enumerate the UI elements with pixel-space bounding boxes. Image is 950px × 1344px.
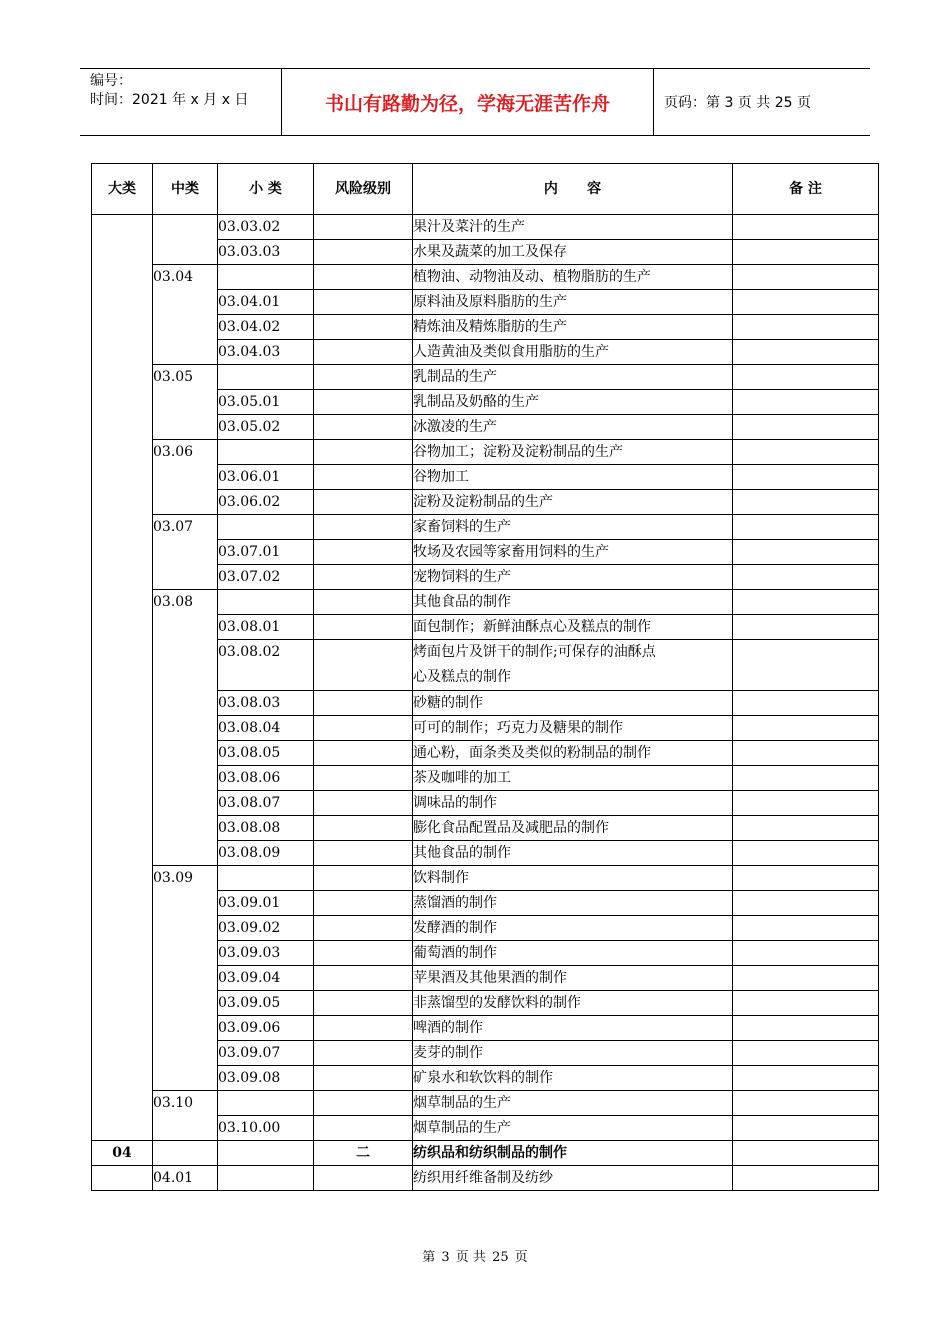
cell-remarks xyxy=(733,716,879,741)
cell-risk xyxy=(314,716,413,741)
cell-remarks xyxy=(733,891,879,916)
cell-content: 果汁及菜汁的生产 xyxy=(413,215,733,240)
cell-content: 水果及蔬菜的加工及保存 xyxy=(413,240,733,265)
cell-content: 通心粉，面条类及类似的粉制品的制作 xyxy=(413,741,733,766)
cell-content: 砂糖的制作 xyxy=(413,691,733,716)
cell-content: 冰激凌的生产 xyxy=(413,415,733,440)
cell-content: 面包制作；新鲜油酥点心及糕点的制作 xyxy=(413,615,733,640)
cell-risk xyxy=(314,891,413,916)
cell-minor: 03.09.05 xyxy=(218,991,314,1016)
cell-risk xyxy=(314,766,413,791)
header-page-info: 页码：第 3 页 共 25 页 xyxy=(664,95,811,111)
cell-risk xyxy=(314,1166,413,1191)
cell-risk xyxy=(314,866,413,891)
table-row xyxy=(92,265,879,290)
cell-risk xyxy=(314,540,413,565)
cell-minor xyxy=(218,265,314,290)
cell-content: 可可的制作；巧克力及糖果的制作 xyxy=(413,716,733,741)
col-header-major: 大类 xyxy=(92,164,153,215)
cell-middle: 03.06 xyxy=(153,440,218,515)
cell-minor xyxy=(218,1166,314,1191)
cell-minor: 03.08.02 xyxy=(218,640,314,691)
cell-remarks xyxy=(733,215,879,240)
cell-risk xyxy=(314,415,413,440)
cell-remarks xyxy=(733,340,879,365)
cell-content: 乳制品及奶酪的生产 xyxy=(413,390,733,415)
cell-content: 麦芽的制作 xyxy=(413,1041,733,1066)
cell-minor: 03.03.02 xyxy=(218,215,314,240)
col-header-minor: 小 类 xyxy=(218,164,314,215)
cell-risk xyxy=(314,215,413,240)
cell-remarks xyxy=(733,741,879,766)
cell-remarks xyxy=(733,866,879,891)
footer-mid: 页 共 xyxy=(455,1250,486,1265)
cell-risk xyxy=(314,240,413,265)
footer-page: 3 xyxy=(441,1250,450,1265)
cell-minor xyxy=(218,515,314,540)
cell-minor: 03.08.06 xyxy=(218,766,314,791)
cell-remarks xyxy=(733,240,879,265)
cell-remarks xyxy=(733,490,879,515)
cell-risk xyxy=(314,515,413,540)
cell-middle: 03.04 xyxy=(153,265,218,365)
cell-content xyxy=(413,640,733,691)
cell-remarks xyxy=(733,766,879,791)
cell-content: 宠物饲料的生产 xyxy=(413,565,733,590)
cell-minor: 03.09.04 xyxy=(218,966,314,991)
cell-risk xyxy=(314,1041,413,1066)
cell-remarks xyxy=(733,1066,879,1091)
cell-remarks xyxy=(733,365,879,390)
cell-remarks xyxy=(733,1016,879,1041)
cell-remarks xyxy=(733,390,879,415)
table-row xyxy=(92,365,879,390)
cell-risk: 二 xyxy=(314,1141,413,1166)
cell-content: 纺织用纤维备制及纺纱 xyxy=(413,1166,733,1191)
cell-middle: 03.05 xyxy=(153,365,218,440)
cell-minor: 03.10.00 xyxy=(218,1116,314,1141)
cell-risk xyxy=(314,941,413,966)
cell-remarks xyxy=(733,941,879,966)
cell-minor: 03.08.03 xyxy=(218,691,314,716)
cell-content-line: 心及糕点的制作 xyxy=(413,669,511,685)
cell-remarks xyxy=(733,916,879,941)
cell-minor: 03.08.09 xyxy=(218,841,314,866)
cell-risk xyxy=(314,816,413,841)
cell-risk xyxy=(314,440,413,465)
cell-content: 啤酒的制作 xyxy=(413,1016,733,1041)
cell-remarks xyxy=(733,440,879,465)
page-footer xyxy=(0,1246,950,1265)
cell-risk xyxy=(314,741,413,766)
cell-remarks xyxy=(733,590,879,615)
footer-suffix: 页 xyxy=(514,1250,528,1265)
cell-content-line: 烤面包片及饼干的制作;可保存的油酥点 xyxy=(413,644,656,660)
cell-risk xyxy=(314,340,413,365)
cell-minor: 03.08.07 xyxy=(218,791,314,816)
cell-minor: 03.06.02 xyxy=(218,490,314,515)
table-row xyxy=(92,515,879,540)
cell-remarks xyxy=(733,1141,879,1166)
cell-content: 蒸馏酒的制作 xyxy=(413,891,733,916)
cell-major xyxy=(92,215,153,1141)
cell-risk xyxy=(314,465,413,490)
cell-risk xyxy=(314,791,413,816)
cell-risk xyxy=(314,1091,413,1116)
date-line: 时间：2021 年 x 月 x 日 xyxy=(90,92,249,108)
table-row xyxy=(92,1141,879,1166)
cell-remarks xyxy=(733,290,879,315)
cell-minor: 03.06.01 xyxy=(218,465,314,490)
cell-content: 其他食品的制作 xyxy=(413,590,733,615)
cell-minor: 03.07.02 xyxy=(218,565,314,590)
cell-risk xyxy=(314,1066,413,1091)
cell-minor: 03.04.03 xyxy=(218,340,314,365)
cell-remarks xyxy=(733,841,879,866)
cell-content: 膨化食品配置品及减肥品的制作 xyxy=(413,816,733,841)
serial-label: 编号： xyxy=(90,73,132,89)
cell-risk xyxy=(314,916,413,941)
cell-content: 调味品的制作 xyxy=(413,791,733,816)
cell-remarks xyxy=(733,816,879,841)
table-row xyxy=(92,1166,879,1191)
cell-risk xyxy=(314,991,413,1016)
cell-minor: 03.04.02 xyxy=(218,315,314,340)
cell-minor: 03.09.02 xyxy=(218,916,314,941)
col-header-remarks: 备 注 xyxy=(733,164,879,215)
cell-minor: 03.07.01 xyxy=(218,540,314,565)
cell-remarks xyxy=(733,565,879,590)
cell-content: 烟草制品的生产 xyxy=(413,1091,733,1116)
cell-minor: 03.08.01 xyxy=(218,615,314,640)
cell-remarks xyxy=(733,1041,879,1066)
cell-risk xyxy=(314,640,413,691)
cell-risk xyxy=(314,565,413,590)
table-row xyxy=(92,215,879,240)
cell-middle xyxy=(153,215,218,265)
cell-content: 植物油、动物油及动、植物脂肪的生产 xyxy=(413,265,733,290)
cell-content: 饮料制作 xyxy=(413,866,733,891)
cell-minor: 03.09.01 xyxy=(218,891,314,916)
cell-minor: 03.09.03 xyxy=(218,941,314,966)
cell-risk xyxy=(314,390,413,415)
table-row xyxy=(92,866,879,891)
cell-content: 矿泉水和软饮料的制作 xyxy=(413,1066,733,1091)
cell-content: 葡萄酒的制作 xyxy=(413,941,733,966)
cell-remarks xyxy=(733,966,879,991)
cell-content: 乳制品的生产 xyxy=(413,365,733,390)
cell-middle: 03.10 xyxy=(153,1091,218,1141)
cell-content: 烟草制品的生产 xyxy=(413,1116,733,1141)
cell-major: 04 xyxy=(92,1141,153,1166)
cell-content: 纺织品和纺织制品的制作 xyxy=(413,1141,733,1166)
table-row xyxy=(92,440,879,465)
cell-minor xyxy=(218,365,314,390)
table-row xyxy=(92,590,879,615)
cell-risk xyxy=(314,615,413,640)
cell-minor: 03.09.06 xyxy=(218,1016,314,1041)
cell-content: 其他食品的制作 xyxy=(413,841,733,866)
cell-content: 原料油及原料脂肪的生产 xyxy=(413,290,733,315)
cell-remarks xyxy=(733,540,879,565)
cell-remarks xyxy=(733,691,879,716)
cell-minor xyxy=(218,1141,314,1166)
page-header xyxy=(80,68,870,136)
cell-content: 谷物加工；淀粉及淀粉制品的生产 xyxy=(413,440,733,465)
cell-risk xyxy=(314,490,413,515)
cell-risk xyxy=(314,691,413,716)
cell-remarks xyxy=(733,415,879,440)
cell-content: 牧场及农园等家畜用饲料的生产 xyxy=(413,540,733,565)
cell-risk xyxy=(314,365,413,390)
header-meta xyxy=(80,69,282,135)
col-header-middle: 中类 xyxy=(153,164,218,215)
cell-remarks xyxy=(733,640,879,691)
cell-content: 非蒸馏型的发酵饮料的制作 xyxy=(413,991,733,1016)
cell-minor: 03.04.01 xyxy=(218,290,314,315)
cell-remarks xyxy=(733,315,879,340)
table-row xyxy=(92,1091,879,1116)
cell-risk xyxy=(314,315,413,340)
cell-risk xyxy=(314,590,413,615)
cell-remarks xyxy=(733,791,879,816)
cell-remarks xyxy=(733,991,879,1016)
col-header-risk: 风险级别 xyxy=(314,164,413,215)
cell-content: 淀粉及淀粉制品的生产 xyxy=(413,490,733,515)
cell-minor xyxy=(218,1091,314,1116)
cell-middle: 03.08 xyxy=(153,590,218,866)
cell-remarks xyxy=(733,465,879,490)
cell-middle: 04.01 xyxy=(153,1166,218,1191)
header-motto: 书山有路勤为径，学海无涯苦作舟 xyxy=(282,69,654,135)
cell-remarks xyxy=(733,515,879,540)
cell-risk xyxy=(314,1016,413,1041)
cell-content: 发酵酒的制作 xyxy=(413,916,733,941)
cell-minor: 03.03.03 xyxy=(218,240,314,265)
cell-remarks xyxy=(733,615,879,640)
cell-minor xyxy=(218,440,314,465)
table-header-row xyxy=(92,164,879,215)
cell-content: 精炼油及精炼脂肪的生产 xyxy=(413,315,733,340)
cell-risk xyxy=(314,966,413,991)
cell-middle: 03.07 xyxy=(153,515,218,590)
cell-remarks xyxy=(733,1116,879,1141)
footer-prefix: 第 xyxy=(422,1250,436,1265)
cell-minor xyxy=(218,866,314,891)
cell-content: 人造黄油及类似食用脂肪的生产 xyxy=(413,340,733,365)
col-header-content: 内 容 xyxy=(413,164,733,215)
cell-minor: 03.09.08 xyxy=(218,1066,314,1091)
table-body xyxy=(92,215,879,1191)
cell-content: 家畜饲料的生产 xyxy=(413,515,733,540)
cell-remarks xyxy=(733,265,879,290)
cell-risk xyxy=(314,290,413,315)
cell-content: 谷物加工 xyxy=(413,465,733,490)
cell-remarks xyxy=(733,1091,879,1116)
cell-minor: 03.09.07 xyxy=(218,1041,314,1066)
cell-risk xyxy=(314,841,413,866)
cell-minor: 03.08.05 xyxy=(218,741,314,766)
classification-table xyxy=(91,163,879,1191)
cell-minor: 03.05.02 xyxy=(218,415,314,440)
cell-content: 苹果酒及其他果酒的制作 xyxy=(413,966,733,991)
cell-minor: 03.08.08 xyxy=(218,816,314,841)
cell-minor: 03.05.01 xyxy=(218,390,314,415)
cell-major xyxy=(92,1166,153,1191)
cell-remarks xyxy=(733,1166,879,1191)
cell-risk xyxy=(314,1116,413,1141)
cell-middle xyxy=(153,1141,218,1166)
cell-middle: 03.09 xyxy=(153,866,218,1091)
cell-risk xyxy=(314,265,413,290)
cell-content: 茶及咖啡的加工 xyxy=(413,766,733,791)
cell-minor: 03.08.04 xyxy=(218,716,314,741)
cell-minor xyxy=(218,590,314,615)
footer-total: 25 xyxy=(492,1250,509,1265)
